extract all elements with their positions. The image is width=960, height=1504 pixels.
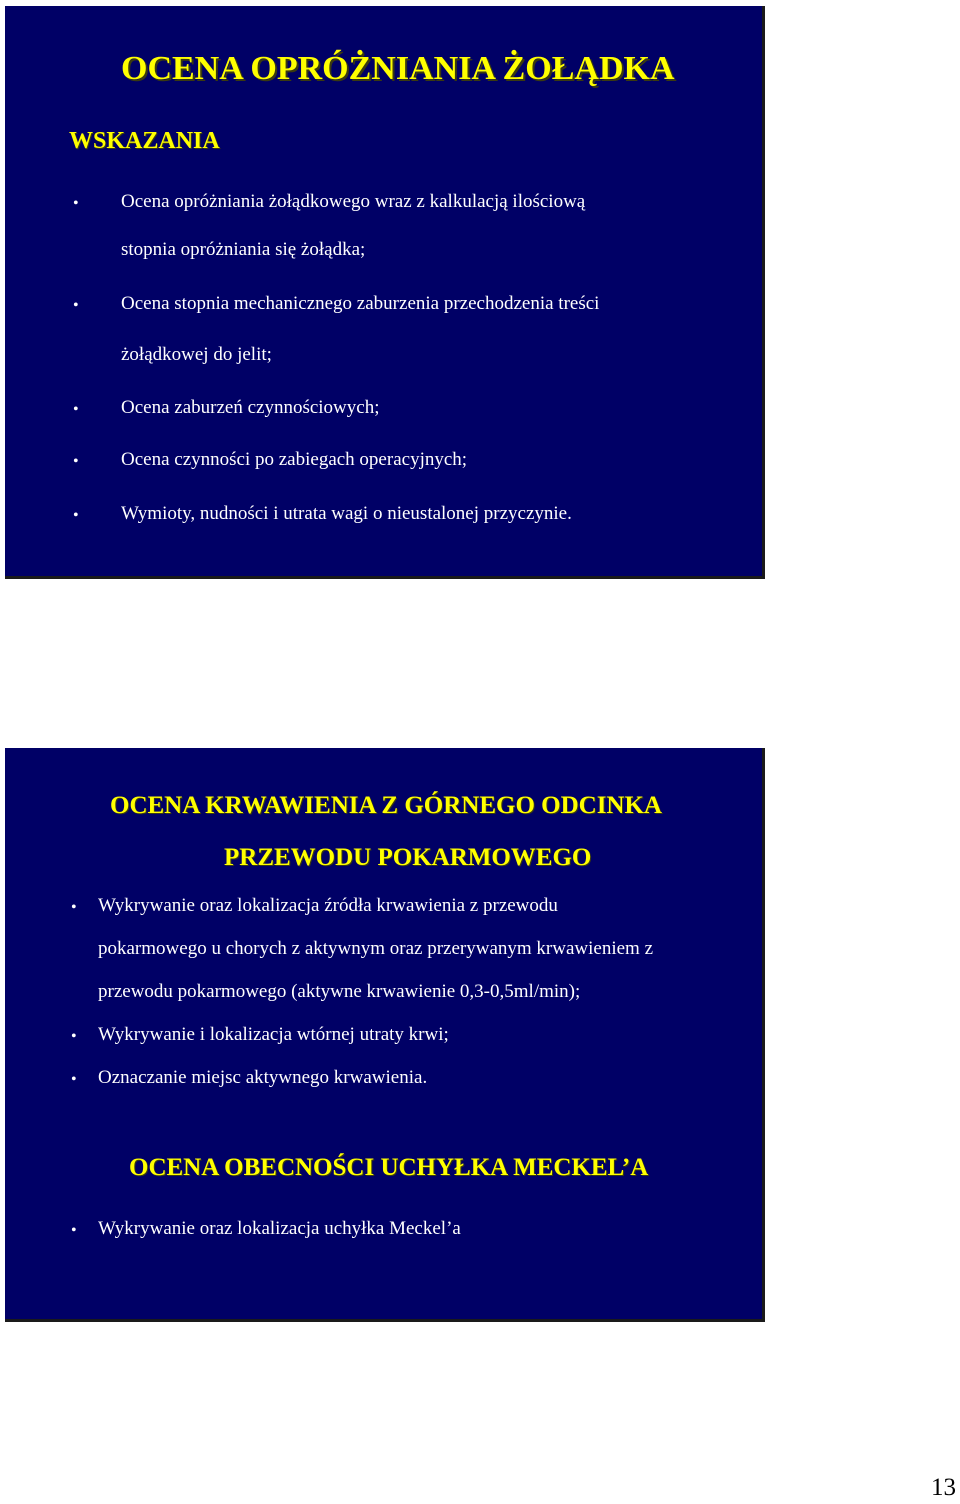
list-item: Ocena zaburzeń czynnościowych; <box>121 397 380 418</box>
section-heading: WSKAZANIA <box>69 128 220 154</box>
slide-title-line-2: PRZEWODU POKARMOWEGO <box>224 844 592 871</box>
list-item-continuation: stopnia opróżniania się żołądka; <box>121 239 366 260</box>
list-item-continuation: pokarmowego u chorych z aktywnym oraz przerywanym krwawieniem z <box>98 938 654 959</box>
bullet-icon: • <box>71 899 77 916</box>
bullet-icon: • <box>73 453 79 470</box>
list-item: Ocena opróżniania żołądkowego wraz z kalkulacją ilościową <box>121 191 586 212</box>
list-item: Ocena czynności po zabiegach operacyjnych; <box>121 449 468 470</box>
list-item: Ocena stopnia mechanicznego zaburzenia przechodzenia treści <box>121 293 600 314</box>
bullet-icon: • <box>73 507 79 524</box>
list-item: Oznaczanie miejsc aktywnego krwawienia. <box>98 1067 428 1088</box>
slide-title: OCENA OPRÓŻNIANIA ŻOŁĄDKA <box>121 50 675 87</box>
slide-title-line-1: OCENA KRWAWIENIA Z GÓRNEGO ODCINKA <box>110 792 662 819</box>
list-item: Wykrywanie oraz lokalizacja uchyłka Meckel’a <box>98 1218 461 1239</box>
bullet-icon: • <box>73 297 79 314</box>
bullet-icon: • <box>73 195 79 212</box>
slide-gastric-emptying <box>5 6 765 579</box>
slide-gi-bleeding <box>5 748 765 1322</box>
bullet-icon: • <box>71 1028 77 1045</box>
list-item: Wykrywanie oraz lokalizacja źródła krwawienia z przewodu <box>98 895 558 916</box>
list-item: Wymioty, nudności i utrata wagi o nieustalonej przyczynie. <box>121 503 572 524</box>
section-heading-meckel: OCENA OBECNOŚCI UCHYŁKA MECKEL’A <box>129 1154 649 1181</box>
list-item: Wykrywanie i lokalizacja wtórnej utraty krwi; <box>98 1024 449 1045</box>
page-number: 13 <box>931 1474 956 1501</box>
bullet-icon: • <box>71 1071 77 1088</box>
bullet-icon: • <box>71 1222 77 1239</box>
bullet-icon: • <box>73 401 79 418</box>
list-item-continuation: żołądkowej do jelit; <box>121 344 272 365</box>
list-item-continuation: przewodu pokarmowego (aktywne krwawienie 0,3-0,5ml/min); <box>98 981 581 1002</box>
